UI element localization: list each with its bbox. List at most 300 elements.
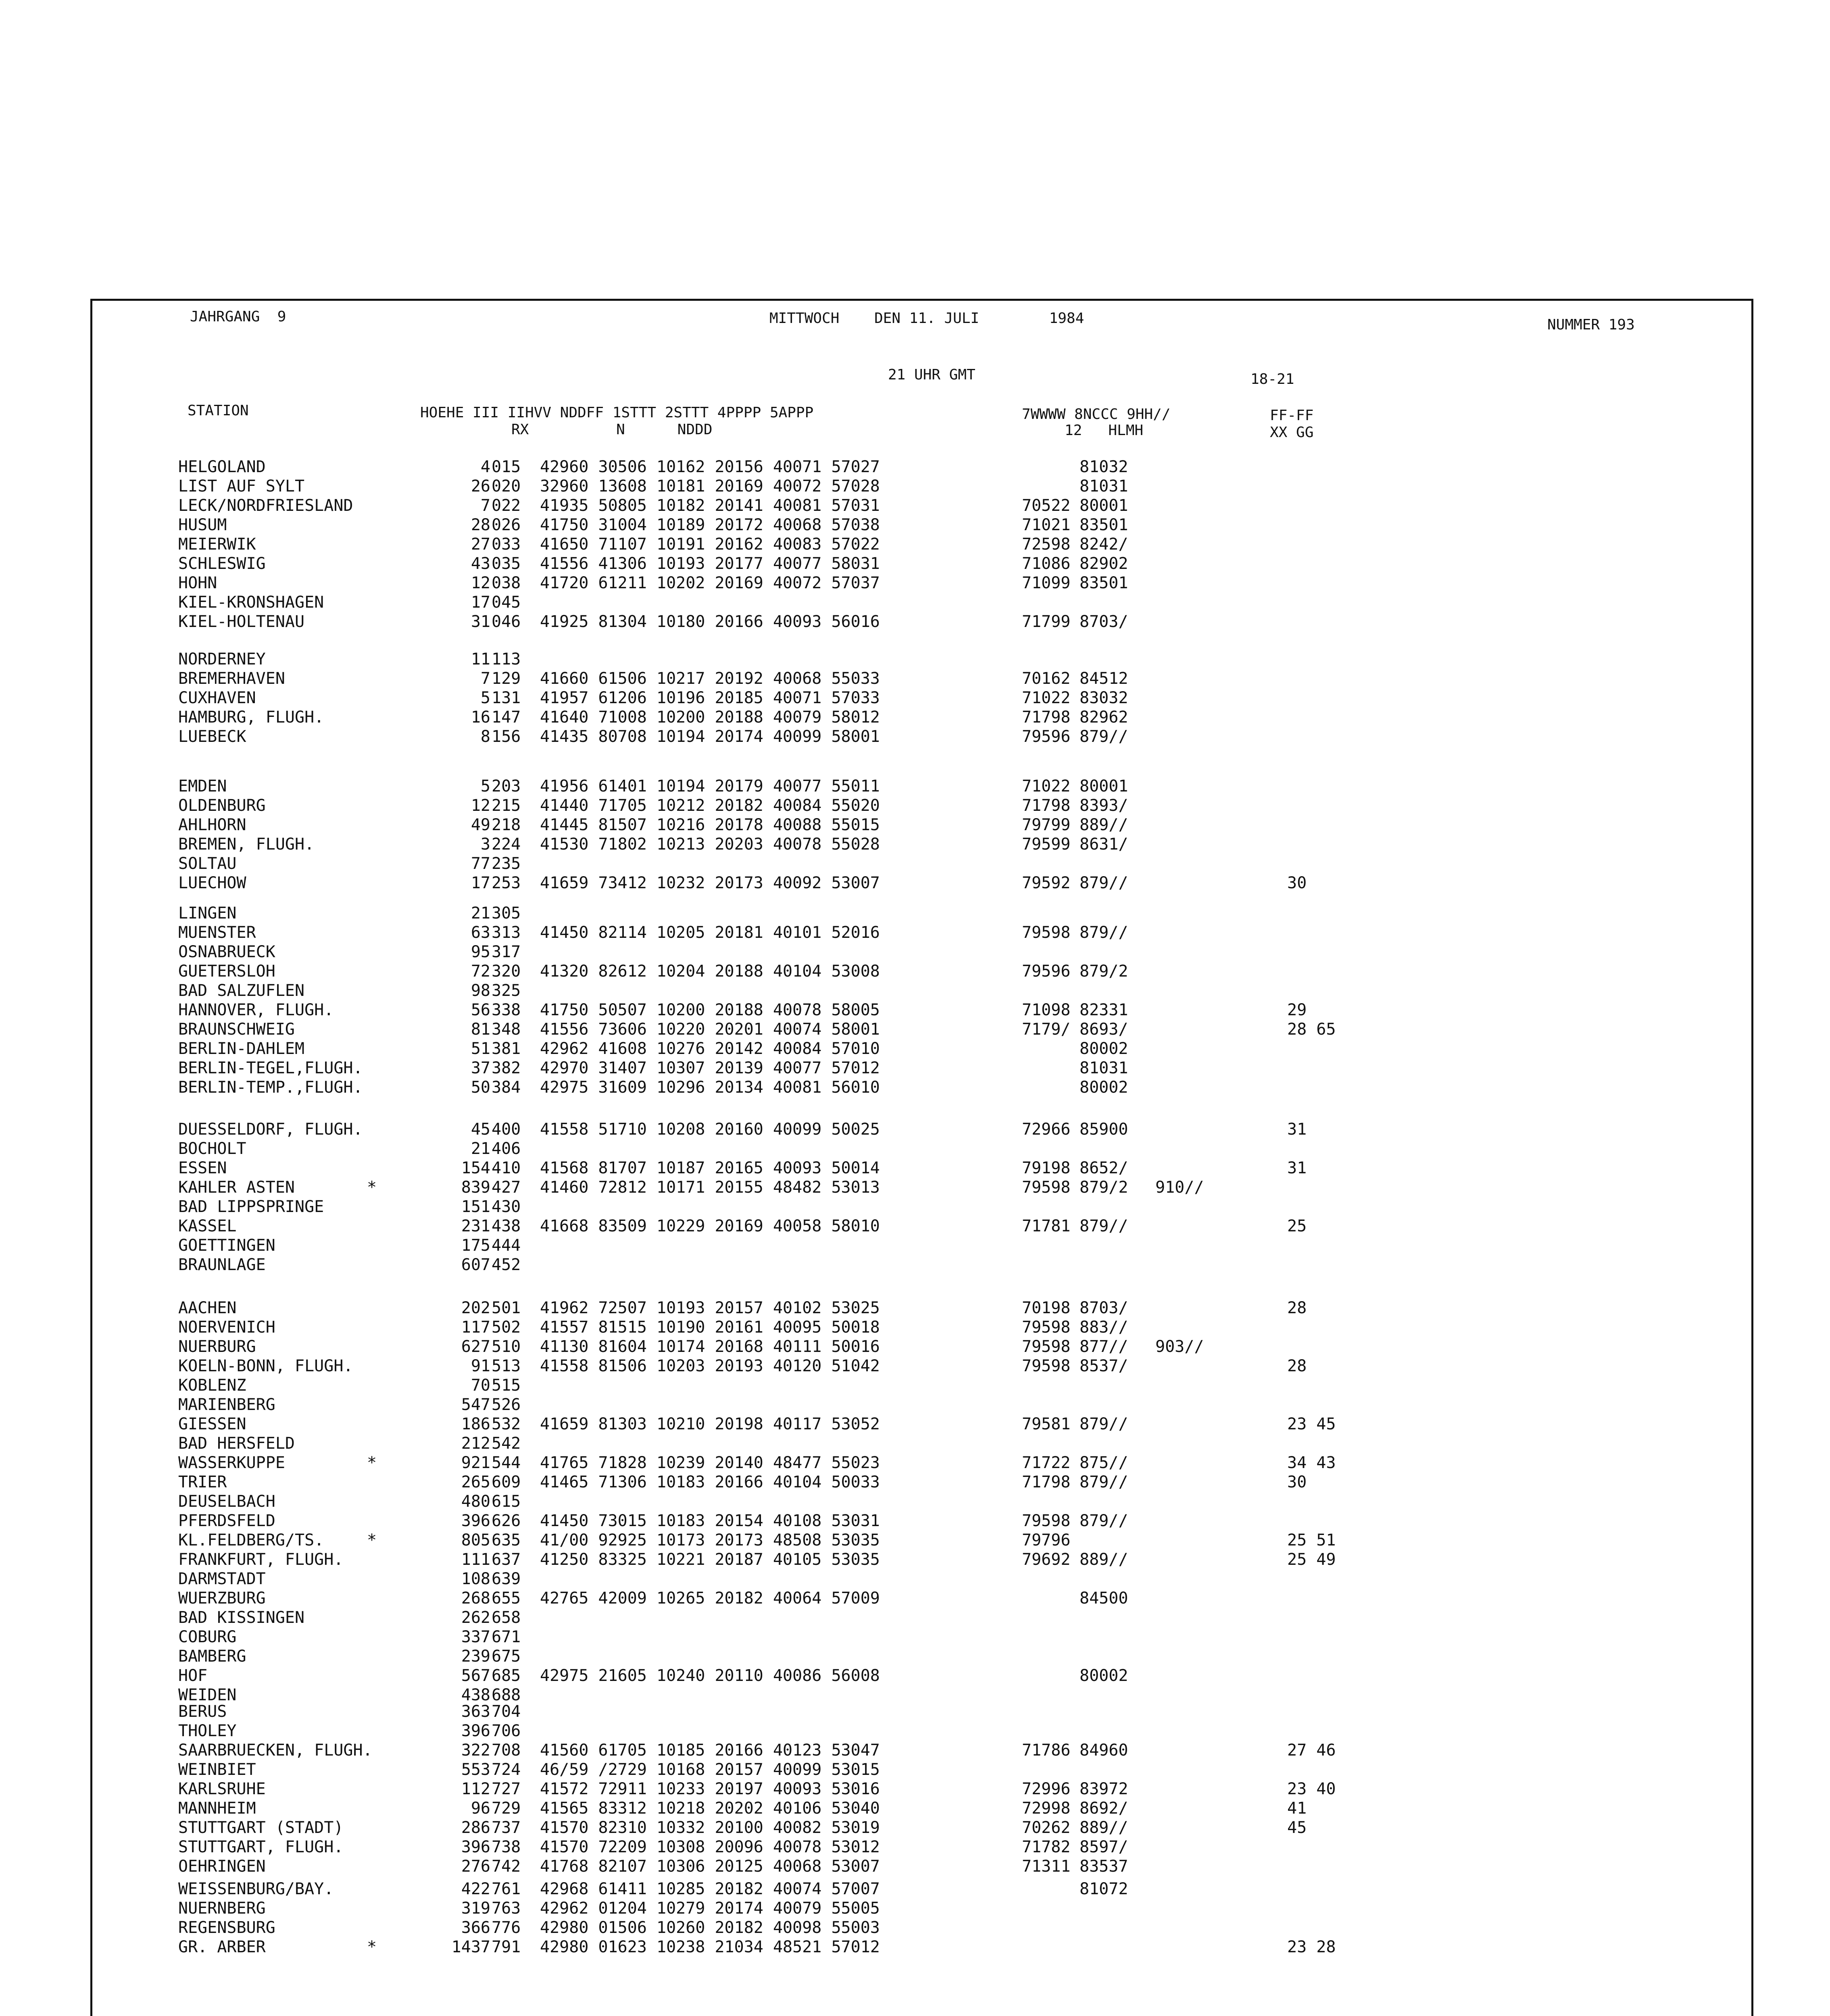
group-9hh: 903// — [1155, 1337, 1204, 1356]
station-height: 151 — [461, 1198, 490, 1216]
group-8nccc: 879// — [1080, 1415, 1128, 1433]
wind-gusts: 25 — [1287, 1217, 1307, 1235]
station-name: BERLIN-TEGEL,FLUGH. — [178, 1059, 363, 1077]
station-row — [92, 1899, 1751, 1918]
group-8nccc: 8703/ — [1080, 1299, 1128, 1317]
station-height: 81 — [471, 1020, 490, 1039]
station-height: 8 — [480, 727, 490, 746]
station-index: 406 — [492, 1139, 521, 1158]
station-row — [92, 1139, 1751, 1158]
group-7wwww: 7179/ — [1022, 1020, 1071, 1039]
station-index: 320 — [492, 962, 521, 981]
station-row — [92, 1058, 1751, 1078]
station-height: 37 — [471, 1059, 490, 1077]
group-7wwww: 79796 — [1022, 1531, 1071, 1549]
station-name: NOERVENICH — [178, 1318, 275, 1337]
synop-groups: 41130 81604 10174 20168 40111 50016 — [540, 1337, 880, 1356]
station-index: 727 — [492, 1780, 521, 1798]
synop-groups: 41925 81304 10180 20166 40093 56016 — [540, 612, 880, 631]
station-row — [92, 1255, 1751, 1275]
synop-groups: 41558 81506 10203 20193 40120 51042 — [540, 1357, 880, 1375]
station-name: CUXHAVEN — [178, 689, 256, 707]
group-7wwww: 71786 — [1022, 1741, 1071, 1760]
station-table — [92, 301, 1751, 2016]
station-index: 763 — [492, 1899, 521, 1918]
group-8nccc: 83501 — [1080, 574, 1128, 592]
station-row — [92, 1879, 1751, 1899]
station-name: WEINBIET — [178, 1760, 256, 1779]
station-row — [92, 1799, 1751, 1818]
station-row — [92, 1492, 1751, 1511]
station-row — [92, 835, 1751, 854]
wind-gusts: 25 51 — [1287, 1531, 1336, 1549]
station-index: 400 — [492, 1120, 521, 1139]
station-row — [92, 1608, 1751, 1627]
station-name: BAD LIPPSPRINGE — [178, 1198, 324, 1216]
station-row — [92, 612, 1751, 631]
station-index: 033 — [492, 535, 521, 554]
group-7wwww: 71798 — [1022, 708, 1071, 727]
station-height: 11 — [471, 650, 490, 669]
station-index: 776 — [492, 1918, 521, 1937]
station-name: LIST AUF SYLT — [178, 477, 305, 496]
synop-groups: 41660 61506 10217 20192 40068 55033 — [540, 669, 880, 688]
synop-groups: 41570 72209 10308 20096 40078 53012 — [540, 1838, 880, 1856]
station-index: 045 — [492, 593, 521, 612]
station-height: 5 — [480, 689, 490, 707]
station-index: 253 — [492, 874, 521, 892]
group-8nccc: 877// — [1080, 1337, 1128, 1356]
station-name: EMDEN — [178, 777, 227, 796]
group-7wwww: 70262 — [1022, 1818, 1071, 1837]
station-row — [92, 1395, 1751, 1414]
station-row — [92, 942, 1751, 962]
station-height: 319 — [461, 1899, 490, 1918]
station-name: BRAUNSCHWEIG — [178, 1020, 295, 1039]
station-index: 313 — [492, 923, 521, 942]
station-row — [92, 477, 1751, 496]
station-row — [92, 650, 1751, 669]
station-index: 635 — [492, 1531, 521, 1549]
station-row — [92, 1020, 1751, 1039]
station-name: DARMSTADT — [178, 1570, 266, 1588]
station-index: 348 — [492, 1020, 521, 1039]
station-index: 218 — [492, 816, 521, 834]
wind-gusts: 23 45 — [1287, 1415, 1336, 1433]
station-name: LUEBECK — [178, 727, 246, 746]
station-name: AHLHORN — [178, 816, 246, 834]
group-8nccc: 879/2 — [1080, 962, 1128, 981]
station-height: 16 — [471, 708, 490, 727]
station-name: NORDERNEY — [178, 650, 266, 669]
group-7wwww: 79598 — [1022, 1178, 1071, 1197]
group-8nccc: 81032 — [1080, 458, 1128, 476]
synop-groups: 42962 41608 10276 20142 40084 57010 — [540, 1039, 880, 1058]
synop-groups: 41460 72812 10171 20155 48482 53013 — [540, 1178, 880, 1197]
group-7wwww: 71311 — [1022, 1857, 1071, 1876]
station-name: STUTTGART (STADT) — [178, 1818, 344, 1837]
station-name: WEIDEN — [178, 1686, 237, 1704]
station-height: 839 — [461, 1178, 490, 1197]
station-height: 7 — [480, 669, 490, 688]
group-7wwww: 70162 — [1022, 669, 1071, 688]
synop-groups: 41556 73606 10220 20201 40074 58001 — [540, 1020, 880, 1039]
station-row — [92, 1078, 1751, 1097]
station-height: 108 — [461, 1570, 490, 1588]
synop-groups: 42980 01506 10260 20182 40098 55003 — [540, 1918, 880, 1937]
group-8nccc: 80002 — [1080, 1039, 1128, 1058]
group-7wwww: 71798 — [1022, 1473, 1071, 1491]
station-name: GUETERSLOH — [178, 962, 275, 981]
mountain-marker: * — [367, 1454, 377, 1472]
station-name: HUSUM — [178, 516, 227, 534]
station-height: 202 — [461, 1299, 490, 1317]
station-height: 422 — [461, 1880, 490, 1898]
station-row — [92, 535, 1751, 554]
station-name: OLDENBURG — [178, 796, 266, 815]
group-8nccc: 875// — [1080, 1454, 1128, 1472]
synop-groups: 41445 81507 10216 20178 40088 55015 — [540, 816, 880, 834]
synop-groups: 32960 13608 10181 20169 40072 57028 — [540, 477, 880, 496]
station-index: 113 — [492, 650, 521, 669]
station-index: 544 — [492, 1454, 521, 1472]
station-row — [92, 1837, 1751, 1857]
station-height: 50 — [471, 1078, 490, 1097]
station-row — [92, 1721, 1751, 1741]
synop-groups: 41556 41306 10193 20177 40077 58031 — [540, 554, 880, 573]
group-8nccc: 879// — [1080, 874, 1128, 892]
station-name: HANNOVER, FLUGH. — [178, 1001, 334, 1019]
synop-groups: 42975 21605 10240 20110 40086 56008 — [540, 1666, 880, 1685]
group-7wwww: 79592 — [1022, 874, 1071, 892]
station-index: 020 — [492, 477, 521, 496]
group-7wwww: 71022 — [1022, 777, 1071, 796]
group-8nccc: 8652/ — [1080, 1159, 1128, 1177]
group-8nccc: 85900 — [1080, 1120, 1128, 1139]
group-8nccc: 8631/ — [1080, 835, 1128, 854]
group-8nccc: 879// — [1080, 923, 1128, 942]
group-8nccc: 879// — [1080, 1217, 1128, 1235]
synop-groups: 41572 72911 10233 20197 40093 53016 — [540, 1780, 880, 1798]
station-name: BERUS — [178, 1702, 227, 1721]
synop-groups: 41435 80708 10194 20174 40099 58001 — [540, 727, 880, 746]
group-7wwww: 72598 — [1022, 535, 1071, 554]
synop-groups: 41659 81303 10210 20198 40117 53052 — [540, 1415, 880, 1433]
station-height: 231 — [461, 1217, 490, 1235]
station-index: 501 — [492, 1299, 521, 1317]
group-7wwww: 79692 — [1022, 1550, 1071, 1569]
group-9hh: 910// — [1155, 1178, 1204, 1197]
station-index: 704 — [492, 1702, 521, 1721]
group-8nccc: 82962 — [1080, 708, 1128, 727]
synop-groups: 42960 30506 10162 20156 40071 57027 — [540, 458, 880, 476]
station-index: 688 — [492, 1686, 521, 1704]
station-row — [92, 981, 1751, 1000]
synop-groups: 42765 42009 10265 20182 40064 57009 — [540, 1589, 880, 1608]
station-name: SCHLESWIG — [178, 554, 266, 573]
station-height: 1437 — [451, 1938, 490, 1956]
station-row — [92, 1937, 1751, 1957]
station-height: 72 — [471, 962, 490, 981]
station-index: 708 — [492, 1741, 521, 1760]
station-height: 276 — [461, 1857, 490, 1876]
column-codes-2: RX N NDDD — [511, 421, 713, 438]
synop-groups: 41/00 92925 10173 20173 48508 53035 — [540, 1531, 880, 1549]
station-height: 567 — [461, 1666, 490, 1685]
station-height: 49 — [471, 816, 490, 834]
group-7wwww: 71798 — [1022, 796, 1071, 815]
station-height: 12 — [471, 796, 490, 815]
station-index: 129 — [492, 669, 521, 688]
station-row — [92, 904, 1751, 923]
station-name: SOLTAU — [178, 854, 237, 873]
station-index: 526 — [492, 1395, 521, 1414]
station-index: 147 — [492, 708, 521, 727]
station-row — [92, 669, 1751, 688]
station-row — [92, 515, 1751, 535]
group-7wwww: 71022 — [1022, 689, 1071, 707]
station-index: 737 — [492, 1818, 521, 1837]
group-8nccc: 82331 — [1080, 1001, 1128, 1019]
synop-groups: 41557 81515 10190 20161 40095 50018 — [540, 1318, 880, 1337]
station-row — [92, 1741, 1751, 1760]
station-name: LECK/NORDFRIESLAND — [178, 496, 353, 515]
group-7wwww: 79581 — [1022, 1415, 1071, 1433]
synop-groups: 41450 82114 10205 20181 40101 52016 — [540, 923, 880, 942]
station-name: SAARBRUECKEN, FLUGH. — [178, 1741, 373, 1760]
station-row — [92, 923, 1751, 942]
synop-groups: 41768 82107 10306 20125 40068 53007 — [540, 1857, 880, 1876]
station-index: 035 — [492, 554, 521, 573]
station-row — [92, 1627, 1751, 1647]
station-row — [92, 688, 1751, 708]
column-codes-1: HOEHE III IIHVV NDDFF 1STTT 2STTT 4PPPP 5APPP — [420, 404, 814, 421]
station-name: BAMBERG — [178, 1647, 246, 1666]
station-height: 7 — [480, 496, 490, 515]
group-8nccc: 889// — [1080, 1550, 1128, 1569]
station-row — [92, 1337, 1751, 1356]
station-name: COBURG — [178, 1628, 237, 1646]
station-height: 12 — [471, 574, 490, 592]
wind-gusts: 41 — [1287, 1799, 1307, 1818]
station-index: 156 — [492, 727, 521, 746]
station-height: 154 — [461, 1159, 490, 1177]
synop-groups: 41750 50507 10200 20188 40078 58005 — [540, 1001, 880, 1019]
station-row — [92, 1666, 1751, 1685]
station-index: 046 — [492, 612, 521, 631]
station-row — [92, 854, 1751, 873]
station-height: 547 — [461, 1395, 490, 1414]
station-row — [92, 1178, 1751, 1197]
station-index: 615 — [492, 1492, 521, 1511]
station-index: 742 — [492, 1857, 521, 1876]
station-row — [92, 1158, 1751, 1178]
station-name: MANNHEIM — [178, 1799, 256, 1818]
station-name: WUERZBURG — [178, 1589, 266, 1608]
station-index: 410 — [492, 1159, 521, 1177]
station-height: 91 — [471, 1357, 490, 1375]
station-row — [92, 796, 1751, 815]
group-7wwww: 79596 — [1022, 962, 1071, 981]
station-index: 022 — [492, 496, 521, 515]
group-7wwww: 79198 — [1022, 1159, 1071, 1177]
station-row — [92, 873, 1751, 893]
group-7wwww: 71021 — [1022, 516, 1071, 534]
station-row — [92, 1414, 1751, 1434]
station-name: BERLIN-DAHLEM — [178, 1039, 305, 1058]
station-height: 553 — [461, 1760, 490, 1779]
station-index: 675 — [492, 1647, 521, 1666]
station-height: 77 — [471, 854, 490, 873]
station-index: 131 — [492, 689, 521, 707]
station-name: HOF — [178, 1666, 208, 1685]
station-name: PFERDSFELD — [178, 1512, 275, 1530]
station-name: MEIERWIK — [178, 535, 256, 554]
station-index: 637 — [492, 1550, 521, 1569]
station-index: 215 — [492, 796, 521, 815]
station-row — [92, 727, 1751, 746]
station-name: MARIENBERG — [178, 1395, 275, 1414]
synop-groups: 41720 61211 10202 20169 40072 57037 — [540, 574, 880, 592]
station-name: OSNABRUECK — [178, 943, 275, 961]
group-7wwww: 79598 — [1022, 1318, 1071, 1337]
mountain-marker: * — [367, 1938, 377, 1956]
station-index: 038 — [492, 574, 521, 592]
wind-gusts: 34 43 — [1287, 1454, 1336, 1472]
station-row — [92, 593, 1751, 612]
station-name: OEHRINGEN — [178, 1857, 266, 1876]
issue-number: NUMMER 193 — [1547, 317, 1635, 333]
station-row — [92, 1818, 1751, 1837]
station-height: 117 — [461, 1318, 490, 1337]
mountain-marker: * — [367, 1531, 377, 1549]
station-height: 28 — [471, 516, 490, 534]
station-index: 444 — [492, 1236, 521, 1255]
station-name: BAD KISSINGEN — [178, 1608, 305, 1627]
station-name: ESSEN — [178, 1159, 227, 1177]
station-name: NUERNBERG — [178, 1899, 266, 1918]
synop-groups: 41750 31004 10189 20172 40068 57038 — [540, 516, 880, 534]
station-name: NUERBURG — [178, 1337, 256, 1356]
station-name: BRAUNLAGE — [178, 1256, 266, 1274]
station-row — [92, 1236, 1751, 1255]
group-7wwww: 72996 — [1022, 1780, 1071, 1798]
station-row — [92, 1857, 1751, 1876]
station-name: DUESSELDORF, FLUGH. — [178, 1120, 363, 1139]
station-row — [92, 1197, 1751, 1216]
synop-groups: 41765 71828 10239 20140 48477 55023 — [540, 1454, 880, 1472]
synop-groups: 41465 71306 10183 20166 40104 50033 — [540, 1473, 880, 1491]
station-index: 384 — [492, 1078, 521, 1097]
group-7wwww: 70522 — [1022, 496, 1071, 515]
station-name: KOELN-BONN, FLUGH. — [178, 1357, 353, 1375]
station-height: 175 — [461, 1236, 490, 1255]
station-height: 396 — [461, 1512, 490, 1530]
station-height: 186 — [461, 1415, 490, 1433]
issue-date: MITTWOCH DEN 11. JULI 1984 — [769, 310, 1084, 327]
station-name: GIESSEN — [178, 1415, 246, 1433]
group-8nccc: 80002 — [1080, 1078, 1128, 1097]
group-7wwww: 71086 — [1022, 554, 1071, 573]
group-8nccc: 80002 — [1080, 1666, 1128, 1685]
station-name: BAD SALZUFLEN — [178, 981, 305, 1000]
station-index: 502 — [492, 1318, 521, 1337]
station-row — [92, 457, 1751, 477]
station-index: 515 — [492, 1376, 521, 1395]
station-row — [92, 708, 1751, 727]
group-7wwww: 71722 — [1022, 1454, 1071, 1472]
station-height: 31 — [471, 612, 490, 631]
group-7wwww: 79598 — [1022, 923, 1071, 942]
synop-groups: 41570 82310 10332 20100 40082 53019 — [540, 1818, 880, 1837]
station-name: KARLSRUHE — [178, 1780, 266, 1798]
observation-time: 21 UHR GMT — [888, 367, 975, 383]
group-8nccc: 8242/ — [1080, 535, 1128, 554]
group-8nccc: 84960 — [1080, 1741, 1128, 1760]
station-index: 438 — [492, 1217, 521, 1235]
synop-groups: 41935 50805 10182 20141 40081 57031 — [540, 496, 880, 515]
mountain-marker: * — [367, 1178, 377, 1197]
station-row — [92, 1472, 1751, 1492]
station-row — [92, 1702, 1751, 1721]
station-index: 510 — [492, 1337, 521, 1356]
synop-groups: 41450 73015 10183 20154 40108 53031 — [540, 1512, 880, 1530]
station-height: 70 — [471, 1376, 490, 1395]
synop-groups: 41668 83509 10229 20169 40058 58010 — [540, 1217, 880, 1235]
wind-gusts: 29 — [1287, 1001, 1307, 1019]
synop-groups: 41568 81707 10187 20165 40093 50014 — [540, 1159, 880, 1177]
station-height: 438 — [461, 1686, 490, 1704]
station-index: 532 — [492, 1415, 521, 1433]
group-8nccc: 8393/ — [1080, 796, 1128, 815]
station-height: 396 — [461, 1722, 490, 1740]
station-index: 542 — [492, 1434, 521, 1453]
station-height: 4 — [480, 458, 490, 476]
group-8nccc: 883// — [1080, 1318, 1128, 1337]
station-name: BOCHOLT — [178, 1139, 246, 1158]
station-row — [92, 1760, 1751, 1779]
group-7wwww: 79598 — [1022, 1337, 1071, 1356]
group-8nccc: 83501 — [1080, 516, 1128, 534]
station-height: 51 — [471, 1039, 490, 1058]
group-8nccc: 879// — [1080, 1512, 1128, 1530]
station-index: 224 — [492, 835, 521, 854]
station-height: 96 — [471, 1799, 490, 1818]
synop-groups: 41956 61401 10194 20179 40077 55011 — [540, 777, 880, 796]
station-row — [92, 1356, 1751, 1376]
wind-gusts: 23 28 — [1287, 1938, 1336, 1956]
station-index: 626 — [492, 1512, 521, 1530]
synop-groups: 41659 73412 10232 20173 40092 53007 — [540, 874, 880, 892]
station-name: KIEL-KRONSHAGEN — [178, 593, 324, 612]
group-8nccc: 80001 — [1080, 777, 1128, 796]
station-name: REGENSBURG — [178, 1918, 275, 1937]
group-8nccc: 83972 — [1080, 1780, 1128, 1798]
station-index: 671 — [492, 1628, 521, 1646]
wind-gusts: 30 — [1287, 874, 1307, 892]
synop-groups: 41558 51710 10208 20160 40099 50025 — [540, 1120, 880, 1139]
station-height: 43 — [471, 554, 490, 573]
station-row — [92, 1779, 1751, 1799]
station-index: 729 — [492, 1799, 521, 1818]
group-7wwww: 79799 — [1022, 816, 1071, 834]
wind-gusts: 28 — [1287, 1357, 1307, 1375]
wind-gusts: 28 — [1287, 1299, 1307, 1317]
station-height: 627 — [461, 1337, 490, 1356]
wind-gusts: 30 — [1287, 1473, 1307, 1491]
station-index: 685 — [492, 1666, 521, 1685]
station-height: 63 — [471, 923, 490, 942]
